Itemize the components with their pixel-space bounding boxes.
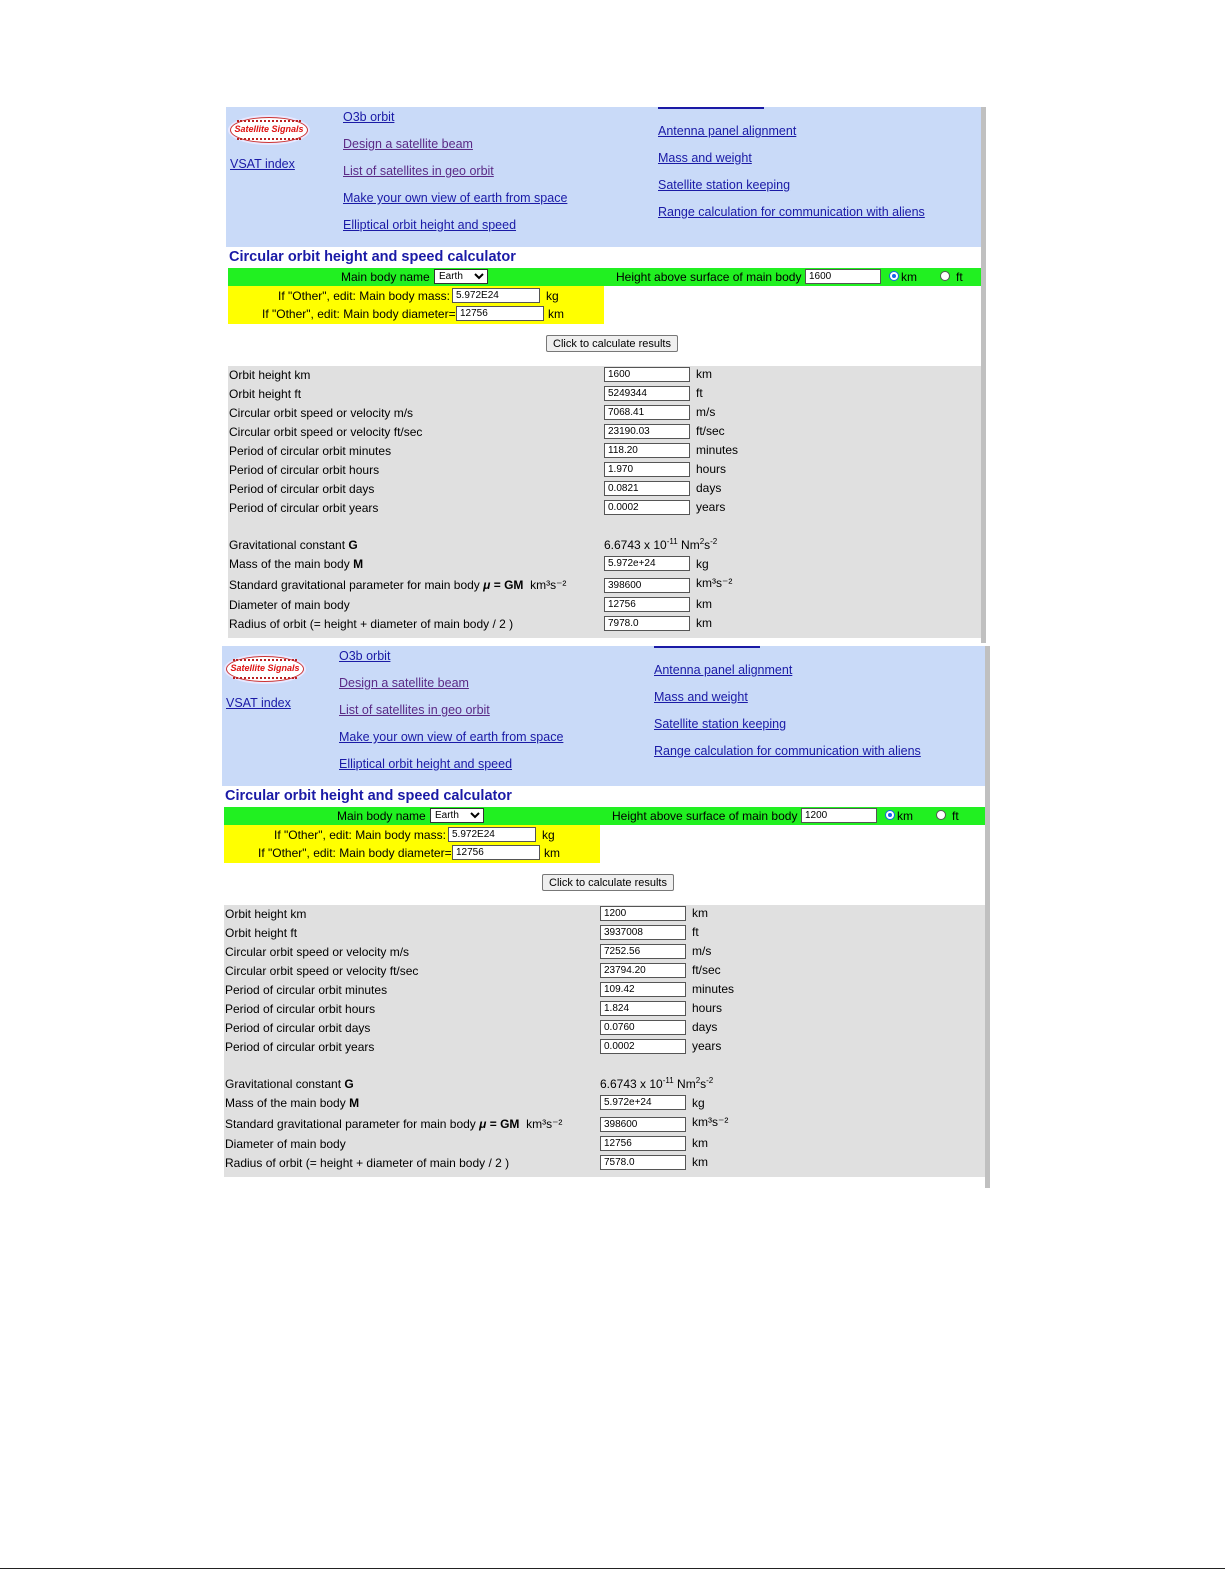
main-body-select[interactable] [434,269,488,284]
result-unit: days [692,1020,718,1034]
km-radio-label: km [897,809,913,823]
vsat-index-link[interactable]: VSAT index [230,157,295,171]
satellite-signals-logo[interactable]: Satellite Signals [226,656,304,682]
mu-label: Standard gravitational parameter for main body μ = GM km³s⁻² [229,578,567,592]
result-output[interactable] [604,405,690,420]
main-body-select[interactable] [430,808,484,823]
gravitational-constant-value: 6.6743 x $10^{-11}$ $Nm^2s^{-2}$ [604,537,718,552]
result-label: Circular orbit speed or velocity ft/sec [225,964,419,978]
design-satellite-beam-link[interactable]: Design a satellite beam [339,676,469,690]
page-title: Circular orbit height and speed calculator [229,249,516,265]
view-earth-from-space-link[interactable]: Make your own view of earth from space [343,191,568,205]
result-label: Period of circular orbit minutes [225,983,388,997]
result-unit: km [696,367,712,381]
diameter-unit: km [696,597,712,611]
results-area [224,905,988,1177]
mass-and-weight-link[interactable]: Mass and weight [654,690,748,704]
view-earth-from-space-link[interactable]: Make your own view of earth from space [339,730,564,744]
mass-edit-label: If "Other", edit: Main body mass: [278,289,450,303]
result-unit: m/s [692,944,712,958]
result-unit: minutes [696,443,739,457]
input-bar [228,268,984,286]
satellite-signals-logo[interactable]: Satellite Signals [230,117,308,143]
result-unit: ft/sec [696,424,725,438]
result-unit: ft [692,925,699,939]
diameter-edit-label: If "Other", edit: Main body diameter= [258,846,452,860]
result-label: Orbit height ft [225,926,298,940]
calculate-button[interactable]: Click to calculate results [542,874,674,891]
nav-header [222,646,990,786]
diameter-edit-unit: km [548,307,564,321]
page-bottom-rule [0,1568,1225,1569]
clipped-link[interactable] [654,646,760,648]
main-body-mass-unit: kg [696,557,709,571]
result-unit: days [696,481,722,495]
main-body-mass-output[interactable] [604,556,690,571]
result-unit: years [692,1039,722,1053]
result-output[interactable] [600,1039,686,1054]
scrollbar[interactable] [985,646,990,1188]
mu-output[interactable] [604,578,690,593]
ft-radio[interactable] [936,810,946,820]
orbit-radius-label: Radius of orbit (= height + diameter of main body / 2 ) [229,617,514,631]
antenna-panel-alignment-link[interactable]: Antenna panel alignment [654,663,793,677]
result-unit: km [692,906,708,920]
result-label: Circular orbit speed or velocity ft/sec [229,425,423,439]
km-radio[interactable] [885,810,895,820]
height-label: Height above surface of main body [616,270,802,284]
main-body-mass-output[interactable] [600,1095,686,1110]
input-bar [224,807,988,825]
result-unit: hours [696,462,727,476]
nav-header [226,107,986,247]
km-radio-label: km [901,270,917,284]
diameter-unit: km [692,1136,708,1150]
orbit-radius-unit: km [696,616,712,630]
main-body-mass-unit: kg [692,1096,705,1110]
result-unit: hours [692,1001,723,1015]
result-label: Period of circular orbit hours [225,1002,376,1016]
diameter-output[interactable] [600,1136,686,1151]
scrollbar[interactable] [981,107,986,643]
calculator-panel-1200 [222,646,990,1188]
range-calculation-aliens-link[interactable]: Range calculation for communication with aliens [654,744,921,758]
orbit-radius-output[interactable] [604,616,690,631]
page-title: Circular orbit height and speed calculator [225,788,512,804]
result-output[interactable] [600,925,686,940]
results-area [228,366,984,638]
result-output[interactable] [600,906,686,921]
diameter-output[interactable] [604,597,690,612]
calculator-panel-1600 [226,107,986,643]
result-label: Period of circular orbit days [225,1021,371,1035]
design-satellite-beam-link[interactable]: Design a satellite beam [343,137,473,151]
antenna-panel-alignment-link[interactable]: Antenna panel alignment [658,124,797,138]
result-label: Orbit height km [225,907,307,921]
mass-edit-input[interactable] [452,288,540,303]
range-calculation-aliens-link[interactable]: Range calculation for communication with aliens [658,205,925,219]
ft-radio-label: ft [952,809,959,823]
diameter-edit-unit: km [544,846,560,860]
km-radio[interactable] [889,271,899,281]
clipped-link[interactable] [658,107,764,109]
mu-output[interactable] [600,1117,686,1132]
result-unit: ft [696,386,703,400]
main-body-label: Main body name [337,809,426,823]
result-output[interactable] [600,1020,686,1035]
list-satellites-geo-link[interactable]: List of satellites in geo orbit [343,164,494,178]
elliptical-orbit-link[interactable]: Elliptical orbit height and speed [339,757,513,771]
result-output[interactable] [604,481,690,496]
main-body-mass-label: Mass of the main body M [229,557,364,571]
result-output[interactable] [600,944,686,959]
other-body-inputs [228,286,604,324]
mu-unit: km³s⁻² [696,576,733,590]
calculate-button[interactable]: Click to calculate results [546,335,678,352]
result-unit: m/s [696,405,716,419]
ft-radio[interactable] [940,271,950,281]
satellite-station-keeping-link[interactable]: Satellite station keeping [658,178,791,192]
satellite-station-keeping-link[interactable]: Satellite station keeping [654,717,787,731]
height-input[interactable] [805,269,881,284]
mu-label: Standard gravitational parameter for main body μ = GM km³s⁻² [225,1117,563,1131]
mass-edit-unit: kg [542,828,555,842]
diameter-label: Diameter of main body [225,1137,346,1151]
orbit-radius-label: Radius of orbit (= height + diameter of main body / 2 ) [225,1156,510,1170]
result-label: Orbit height km [229,368,311,382]
result-unit: minutes [692,982,735,996]
result-output[interactable] [604,443,690,458]
result-output[interactable] [600,963,686,978]
diameter-label: Diameter of main body [229,598,350,612]
gravitational-constant-label: Gravitational constant G [225,1077,354,1091]
diameter-edit-input[interactable] [452,845,540,860]
result-unit: years [696,500,726,514]
height-label: Height above surface of main body [612,809,798,823]
ft-radio-label: ft [956,270,963,284]
other-body-inputs [224,825,600,863]
vsat-index-link[interactable]: VSAT index [226,696,291,710]
elliptical-orbit-link[interactable]: Elliptical orbit height and speed [343,218,517,232]
list-satellites-geo-link[interactable]: List of satellites in geo orbit [339,703,490,717]
result-output[interactable] [604,424,690,439]
result-label: Period of circular orbit years [225,1040,375,1054]
result-output[interactable] [604,500,690,515]
gravitational-constant-value: 6.6743 x $10^{-11}$ $Nm^2s^{-2}$ [600,1076,714,1091]
mass-edit-label: If "Other", edit: Main body mass: [274,828,446,842]
result-label: Period of circular orbit hours [229,463,380,477]
height-input[interactable] [801,808,877,823]
main-body-label: Main body name [341,270,430,284]
result-output[interactable] [604,367,690,382]
result-output[interactable] [604,462,690,477]
mass-and-weight-link[interactable]: Mass and weight [658,151,752,165]
o3b-orbit-link[interactable]: O3b orbit [343,110,395,124]
result-label: Period of circular orbit minutes [229,444,392,458]
gravitational-constant-label: Gravitational constant G [229,538,358,552]
diameter-edit-input[interactable] [456,306,544,321]
result-label: Orbit height ft [229,387,302,401]
mass-edit-input[interactable] [448,827,536,842]
orbit-radius-output[interactable] [600,1155,686,1170]
result-label: Circular orbit speed or velocity m/s [229,406,414,420]
result-output[interactable] [604,386,690,401]
orbit-radius-unit: km [692,1155,708,1169]
mass-edit-unit: kg [546,289,559,303]
result-label: Period of circular orbit days [229,482,375,496]
diameter-edit-label: If "Other", edit: Main body diameter= [262,307,456,321]
result-output[interactable] [600,1001,686,1016]
result-unit: ft/sec [692,963,721,977]
main-body-mass-label: Mass of the main body M [225,1096,360,1110]
result-output[interactable] [600,982,686,997]
result-label: Period of circular orbit years [229,501,379,515]
o3b-orbit-link[interactable]: O3b orbit [339,649,391,663]
mu-unit: km³s⁻² [692,1115,729,1129]
result-label: Circular orbit speed or velocity m/s [225,945,410,959]
